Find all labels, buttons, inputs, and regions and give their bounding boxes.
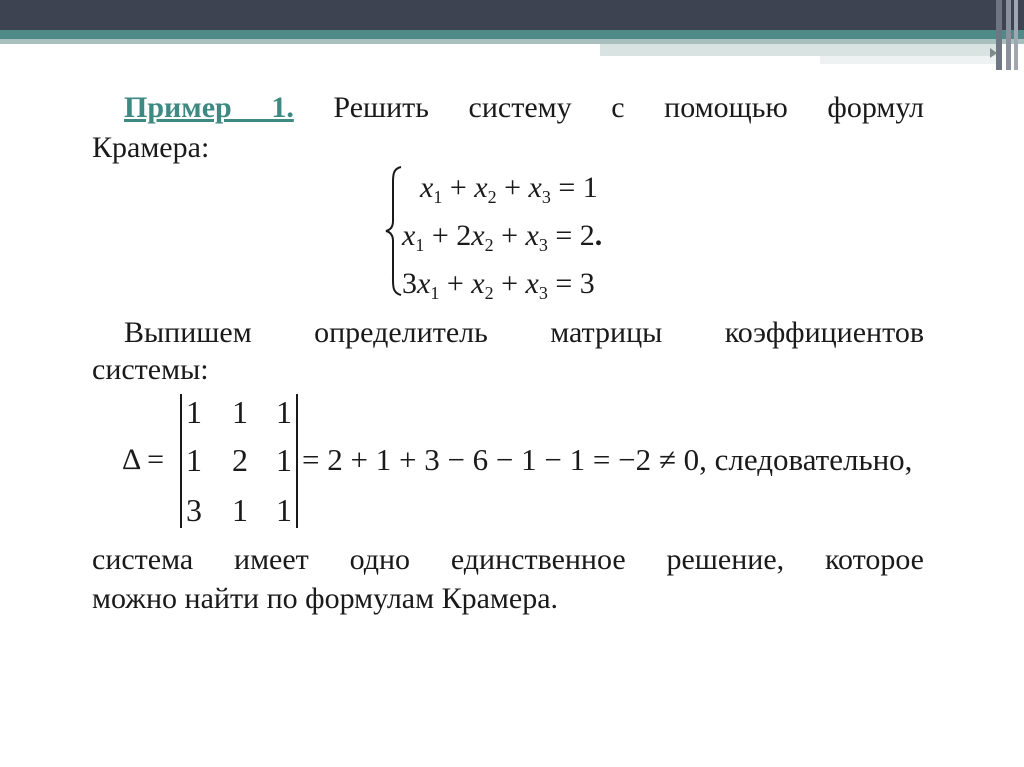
subscript: 2 <box>484 283 494 303</box>
intro-text: Решить систему с помощью формул <box>333 91 925 124</box>
var-x3: x <box>528 171 542 204</box>
matrix-cell: 1 <box>276 442 292 478</box>
header-corner-stripe <box>1014 0 1018 70</box>
para2-line-2: системы: <box>92 353 209 386</box>
determinant-right-bar <box>296 394 298 528</box>
slide-header-bar <box>0 0 1024 30</box>
para3-line-1: система имеет одно единственное решение, которое <box>92 543 924 576</box>
determinant-expansion <box>302 442 912 478</box>
var-x3: x <box>525 219 539 252</box>
coefficient: 3 <box>402 267 417 300</box>
expansion-tail: следовательно, <box>714 442 913 477</box>
subscript: 2 <box>487 187 497 207</box>
rhs: = 3 <box>555 267 595 300</box>
operator: + <box>501 267 518 300</box>
subscript: 1 <box>433 187 443 207</box>
subscript: 3 <box>538 235 548 255</box>
subscript: 2 <box>484 235 494 255</box>
operator: + <box>446 267 464 300</box>
var-x3: x <box>525 267 539 300</box>
example-label: Пример 1. <box>124 91 294 124</box>
matrix-cell: 1 <box>232 492 248 528</box>
subscript: 3 <box>541 187 551 207</box>
matrix-cell: 1 <box>186 394 202 430</box>
matrix-cell: 1 <box>276 394 292 430</box>
var-x2: x <box>471 219 485 252</box>
equation-2 <box>402 218 602 254</box>
matrix-cell: 1 <box>186 442 202 478</box>
subscript: 1 <box>430 283 440 303</box>
slide-header-band <box>0 30 1024 39</box>
expansion-formula: = 2 + 1 + 3 − 6 − 1 − 1 = −2 ≠ 0, <box>302 442 707 477</box>
var-x2: x <box>471 267 485 300</box>
matrix-cell: 1 <box>232 394 248 430</box>
header-tail-strip <box>820 56 996 64</box>
delta-symbol: Δ = <box>122 443 165 476</box>
matrix-cell: 2 <box>232 442 248 478</box>
var-x1: x <box>417 267 431 300</box>
var-x1: x <box>402 219 416 252</box>
equation-1 <box>420 170 598 206</box>
operator: + 2 <box>431 219 472 252</box>
corner-arrow-icon <box>990 48 997 58</box>
operator: + <box>504 171 521 204</box>
rhs: = 1 <box>558 171 598 204</box>
intro-line-1 <box>124 90 924 126</box>
para2-line-1: Выпишем определитель матрицы коэффициентов <box>124 316 924 349</box>
subscript: 1 <box>415 235 425 255</box>
var-x2: x <box>474 171 488 204</box>
var-x1: x <box>420 171 434 204</box>
matrix-cell: 3 <box>186 492 202 528</box>
operator: + <box>501 219 518 252</box>
intro-line-2: Крамера: <box>92 131 210 164</box>
matrix-cell: 1 <box>276 492 292 528</box>
operator: + <box>449 171 467 204</box>
period: . <box>594 219 603 252</box>
system-brace-icon <box>384 165 404 297</box>
header-tail-strip <box>600 44 996 56</box>
rhs: = 2 <box>555 219 595 252</box>
header-corner-stripe <box>996 0 1002 70</box>
subscript: 3 <box>538 283 548 303</box>
para3-line-2: можно найти по формулам Крамера. <box>92 582 559 615</box>
equation-3 <box>402 266 595 302</box>
header-corner-stripe <box>1006 0 1011 70</box>
